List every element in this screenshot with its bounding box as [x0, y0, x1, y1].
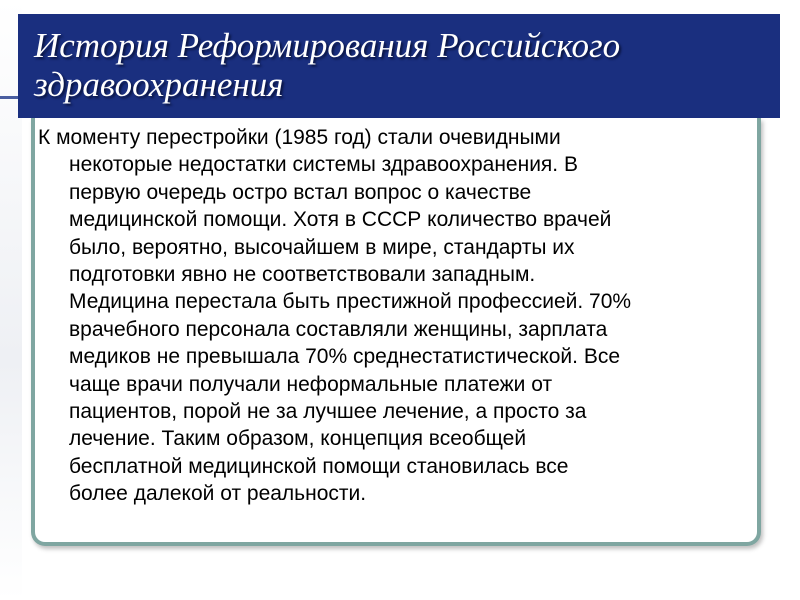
title-bar	[18, 14, 780, 118]
slide-title: История Реформирования Российского здравоохранения	[34, 26, 621, 104]
slide-body-text: К моменту перестройки (1985 год) стали очевидными некоторые недостатки системы здравоохранения. В первую очередь остро встал вопрос о качестве медицинской помощи. Хотя в СССР количество врачей было, вероятно, высочайшем в мире, стандарты их подготовки явно не соответствовали западным. Медицина перестала быть престижной профессией. 70% врачебного персонала составляли женщины, зарплата медиков не превышала 70% среднестатистической. Все чаще врачи получали неформальные платежи от пациентов, порой не за лучшее лечение, а просто за лечение. Таким образом, концепция всеобщей бесплатной медицинской помощи становилась все более далекой от реальности.	[38, 126, 632, 506]
